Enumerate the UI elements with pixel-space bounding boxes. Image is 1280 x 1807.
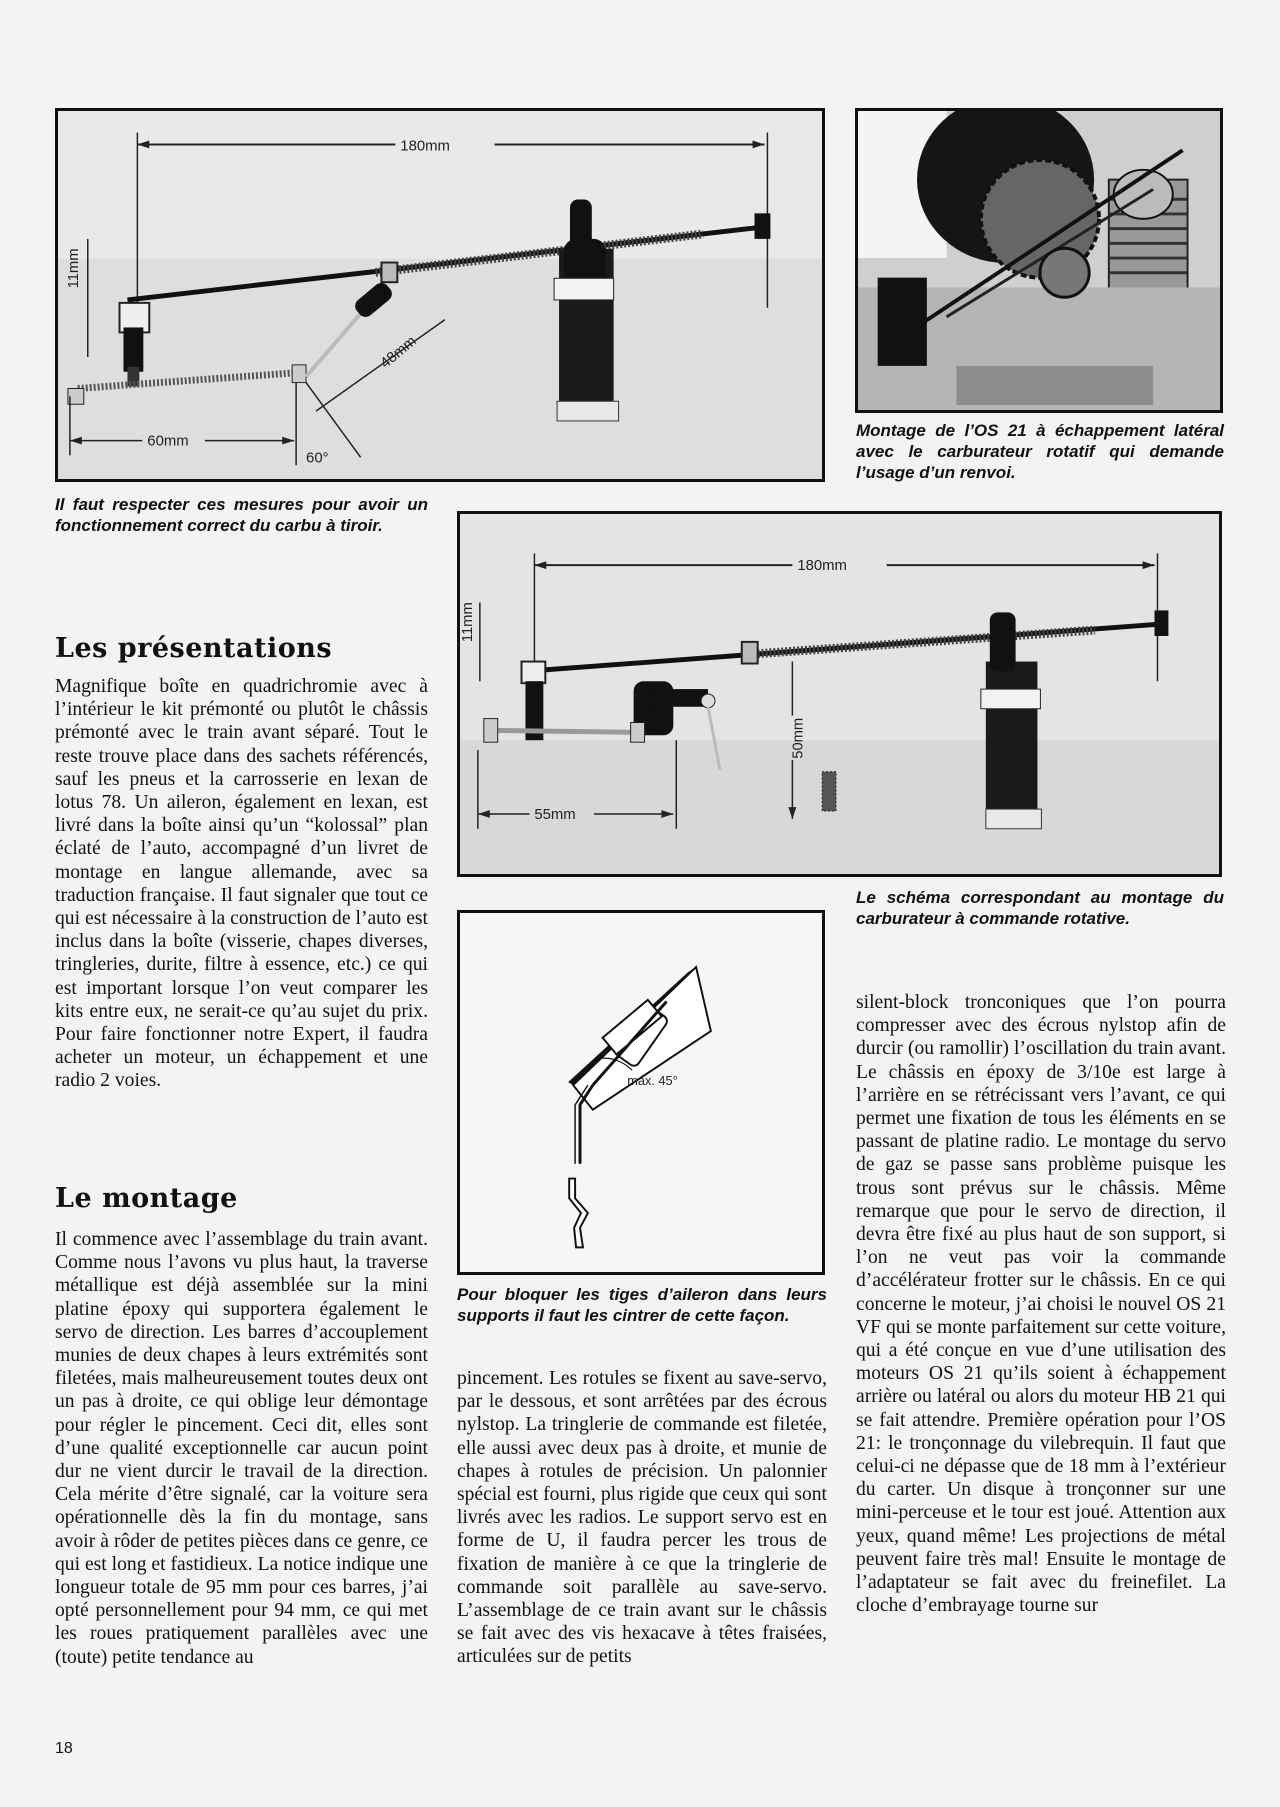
dim-left-label-2: 11mm xyxy=(460,602,476,643)
dim-bottom-label-2: 55mm xyxy=(534,806,576,823)
page-number: 18 xyxy=(55,1740,73,1757)
dim-diag-label: 48mm xyxy=(377,333,420,372)
dim-angle-label: 60° xyxy=(306,450,329,467)
section-heading-presentations: Les présentations xyxy=(55,633,333,664)
section-heading-montage: Le montage xyxy=(55,1183,238,1214)
figure-carb-slide-linkage xyxy=(55,108,825,482)
caption-fig1: Il faut respecter ces mesures pour avoir un fonctionnement correct du carbu à tiroir. xyxy=(55,495,428,535)
caption-fig2: Montage de l’OS 21 à échappement latéral avec le carburateur rotatif qui demande l’usage d’un renvoi. xyxy=(856,421,1224,482)
montage-text: Il commence avec l’assemblage du train avant. Comme nous l’avons vu plus haut, la traverse métallique est déjà assemblée sur la mini platine époxy qui supportera également le servo de direction. Les barres d’accouplement munies de deux chapes à leurs extrémités sont filetées, mais malheureusement toutes deux ont un pas à droite, ce qui oblige leur démontage pour régler le pincement. Ceci dit, elles sont d’une qualité exceptionnelle car aucun point dur ne vient durcir le travail de la direction. Cela mérite d’être signalé, car la voiture sera opérationnelle dès la fin du montage, sans avoir à rôder de petites pièces dans ce genre, ce qui est long et fastidieux. La notice indique une longueur totale de 95 mm pour ces barres, j’ai opté personnellement pour 94 mm, ce qui met les roues pratiquement parallèles avec une (toute) petite tendance au xyxy=(55,1229,428,1668)
dim-top-label-2: 180mm xyxy=(797,558,847,575)
column2-text: pincement. Les rotules se fixent au save-servo, par le dessous, et sont arrêtées par des écrous nylstop. La tringlerie de commande est filetée, elle aussi avec deux pas à droite, et munie de chapes à rotules de précision. Un palonnier spécial est fourni, plus rigide que ceux qui sont livrés avec les radios. Le support servo est en forme de U, il faudra percer les trous de fixation de manière à ce que la tringlerie de commande soit parallèle au save-servo. L’assemblage de ce train avant sur le châssis se fait avec des vis hexacave à têtes fraisées, articulées sur de petits xyxy=(457,1368,827,1668)
dim-right-label: 50mm xyxy=(790,717,807,759)
dim-left-label: 11mm xyxy=(65,248,82,289)
figure-os21-engine-photo xyxy=(855,108,1223,413)
figure-rotary-carb-linkage xyxy=(457,511,1222,877)
caption-fig4: Pour bloquer les tiges d’aileron dans leurs supports il faut les cintrer de cette façon. xyxy=(457,1285,827,1325)
dim-bottom-label: 60mm xyxy=(147,433,189,450)
column3-text: silent-block tronconiques que l’on pourra compresser avec des écrous nylstop afin de durcir (ou ramollir) l’oscillation du train avant. Le châssis en époxy de 3/10e est large à l’arrière en se rétrécissant vers l’avant, ce qui permet une fixation de tous les éléments en se passant de platine radio. Le montage du servo de gaz se passe sans problème puisque les trous sont prévus sur le châssis. Même remarque que pour le servo de direction, il devra être fixé au plus haut de son support, si l’on ne veut pas voir la commande d’accélérateur frotter sur le châssis. En ce qui concerne le moteur, j’ai choisi le nouvel OS 21 VF qui se monte parfaitement sur cette voiture, qui a été conçue en vue d’une utilisation des moteurs OS 21 qu’ils soient à échappement arrière ou latéral ou alors du moteur HB 21 qui se fait attendre. Première opération pour l’OS 21: le tronçonnage du vilebrequin. Il faut que celui-ci ne dépasse que de 18 mm à l’extérieur du carter. Un disque à tronçonner sur une mini-perceuse et le tour est joué. Attention aux yeux, quand même! Les projections de métal peuvent faire très mal! Ensuite le montage de l’adaptateur se fait avec du freinefilet. La cloche d’embrayage tourne sur xyxy=(856,992,1226,1617)
caption-fig3: Le schéma correspondant au montage du carburateur à commande rotative. xyxy=(856,888,1224,928)
angle-label: max. 45° xyxy=(627,1073,678,1089)
dim-top-label: 180mm xyxy=(400,138,450,155)
figure-aileron-rod-drawing xyxy=(457,910,825,1275)
presentations-text: Magnifique boîte en quadrichromie avec à l’intérieur le kit prémonté ou plutôt le châssis prémonté avec le train avant séparé. Tout le reste trouve place dans des sachets référencés, sauf les pneus et la carrosserie en lexan de lotus 78. Un aileron, également en lexan, est livré dans la boîte ainsi qu’un “kolossal” plan éclaté de l’auto, accompagné d’un livret de montage en langue allemande, avec sa traduction française. Il faut signaler que tout ce qui est nécessaire à la construction de l’auto est inclus dans la boîte (visserie, chapes diverses, tringleries, durite, filtre à essence, etc.) ce qui est important lorsque l’on veut comparer les kits entre eux, ne serait-ce qu’au sujet du prix. Pour faire fonctionner notre Expert, il faudra acheter un moteur, un échappement et une radio 2 voies. xyxy=(55,676,428,1092)
